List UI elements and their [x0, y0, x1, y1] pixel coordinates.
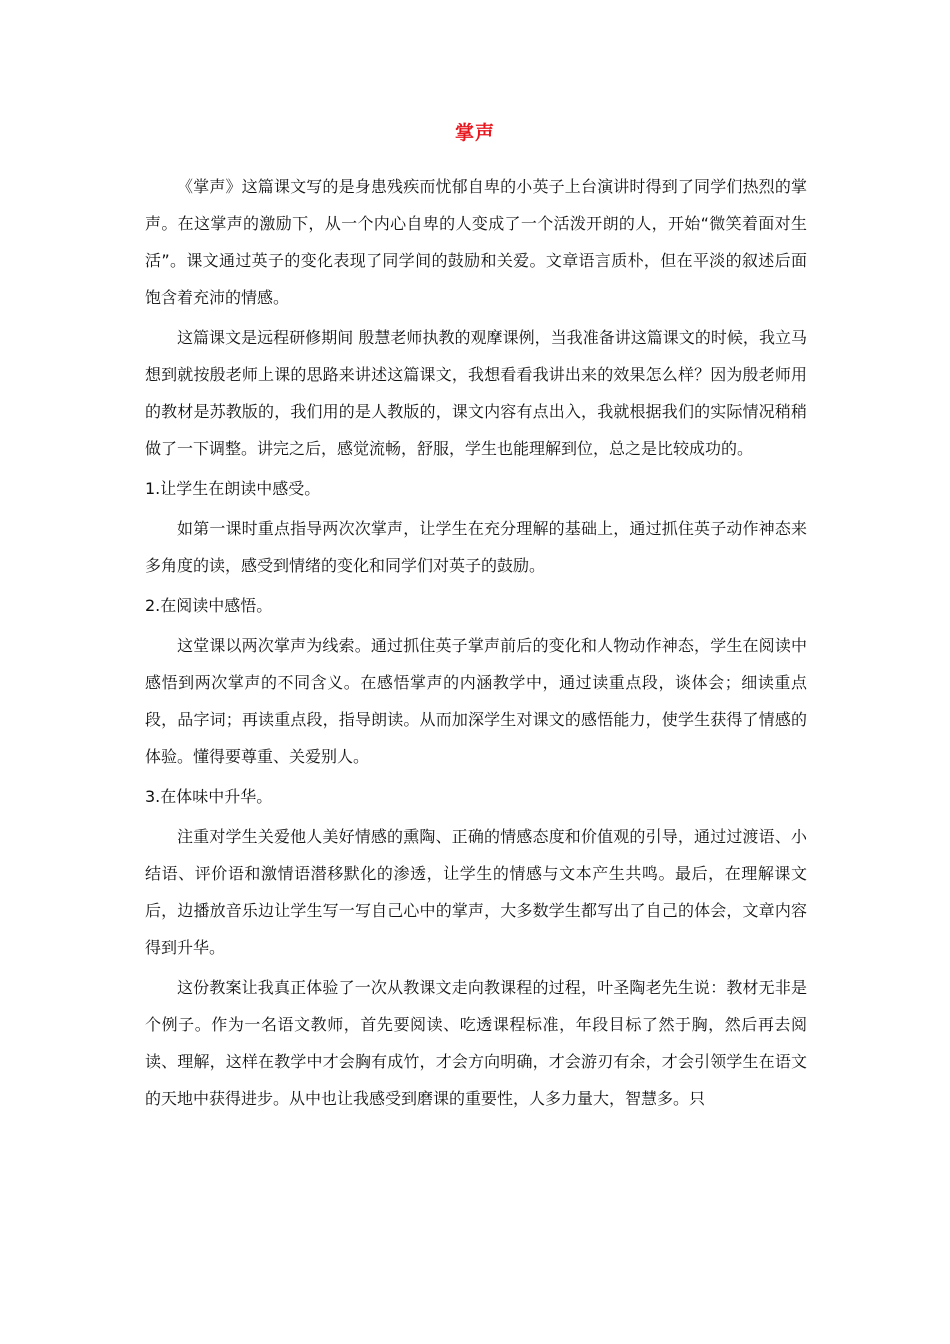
paragraph-intro: 《掌声》这篇课文写的是身患残疾而忧郁自卑的小英子上台演讲时得到了同学们热烈的掌声。在这掌声的激励下，从一个内心自卑的人变成了一个活泼开朗的人，开始“微笑着面对生活”。课文通过英子的变化表现了同学间的鼓励和关爱。文章语言质朴，但在平淡的叙述后面饱含着充沛的情感。: [145, 177, 807, 307]
paragraph-section-3: 注重对学生关爱他人美好情感的熏陶、正确的情感态度和价值观的引导，通过过渡语、小结语、评价语和激情语潜移默化的渗透，让学生的情感与文本产生共鸣。最后，在理解课文后，边播放音乐边让学生写一写自己心中的掌声，大多数学生都写出了自己的体会，文章内容得到升华。: [145, 827, 807, 957]
section-heading-3: 3.在体味中升华。: [145, 787, 273, 806]
section-heading-1: 1.让学生在朗读中感受。: [145, 479, 321, 498]
section-heading-2: 2.在阅读中感悟。: [145, 596, 273, 615]
paragraph-section-2: 这堂课以两次掌声为线索。通过抓住英子掌声前后的变化和人物动作神态，学生在阅读中感悟到两次掌声的不同含义。在感悟掌声的内涵教学中，通过读重点段，谈体会；细读重点段，品字词；再读重点段，指导朗读。从而加深学生对课文的感悟能力，使学生获得了情感的体验。懂得要尊重、关爱别人。: [145, 636, 807, 766]
paragraph-reflection: 这份教案让我真正体验了一次从教课文走向教课程的过程，叶圣陶老先生说：教材无非是个例子。作为一名语文教师，首先要阅读、吃透课程标准，年段目标了然于胸，然后再去阅读、理解，这样在教学中才会胸有成竹，才会方向明确，才会游刃有余，才会引领学生在语文的天地中获得进步。从中也让我感受到磨课的重要性，人多力量大，智慧多。只: [145, 978, 807, 1108]
document-title: 掌声: [454, 122, 495, 144]
paragraph-background: 这篇课文是远程研修期间 殷慧老师执教的观摩课例，当我准备讲这篇课文的时候，我立马想到就按殷老师上课的思路来讲述这篇课文，我想看看我讲出来的效果怎么样？因为殷老师用的教材是苏教版的，我们用的是人教版的，课文内容有点出入，我就根据我们的实际情况稍稍做了一下调整。讲完之后，感觉流畅，舒服，学生也能理解到位，总之是比较成功的。: [145, 328, 807, 458]
paragraph-section-1: 如第一课时重点指导两次次掌声，让学生在充分理解的基础上，通过抓住英子动作神态来多角度的读，感受到情绪的变化和同学们对英子的鼓励。: [145, 519, 807, 575]
document-body: [145, 168, 807, 1120]
